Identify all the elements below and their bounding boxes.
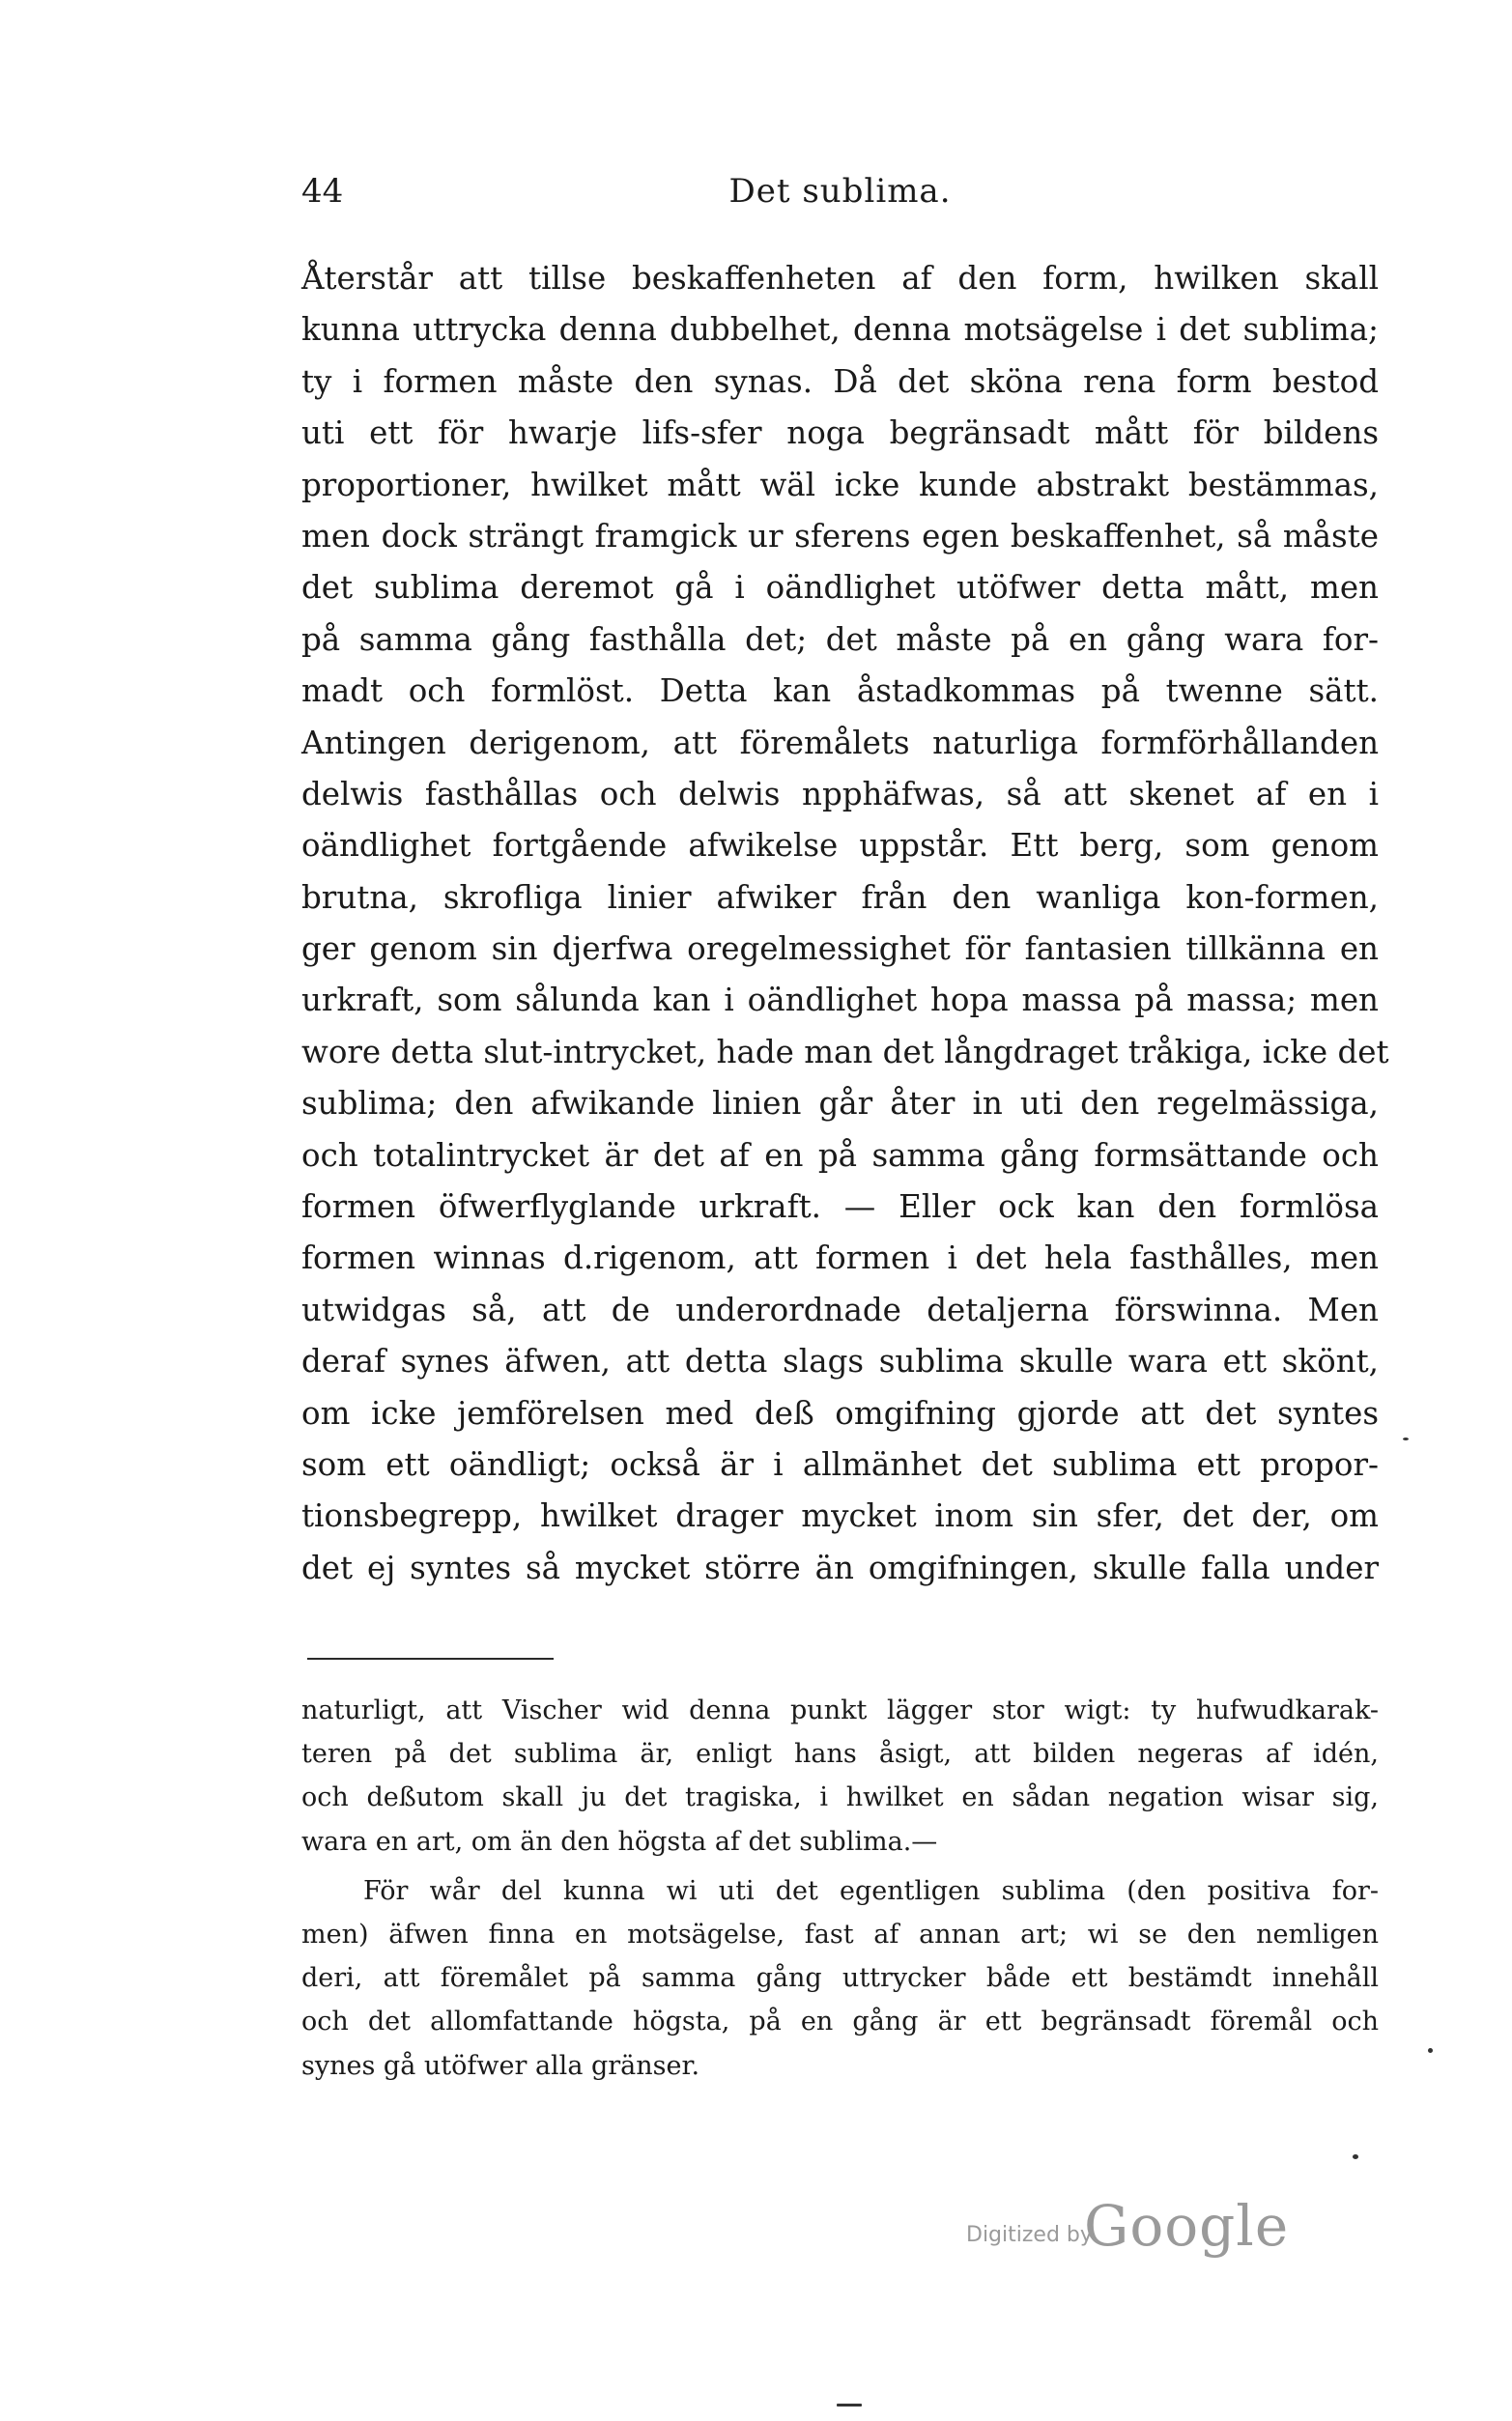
- running-head: Det sublima.: [728, 172, 952, 211]
- body-line: och totalintrycket är det af en på samma gång formsättande och: [301, 1136, 1379, 1174]
- scan-speck: [1428, 2048, 1433, 2053]
- footnote-line: deri, att föremålet på samma gång uttrycker både ett bestämdt innehåll: [301, 1963, 1379, 1994]
- footnote-line: synes gå utöfwer alla gränser.: [301, 2050, 700, 2081]
- digitized-watermark: [956, 2181, 1290, 2259]
- body-line: uti ett för hwarje lifs-sfer noga begränsadt mått för bildens: [301, 414, 1379, 452]
- body-line: det sublima deremot gå i oändlighet utöfwer detta mått, men: [301, 569, 1379, 607]
- body-line: det ej syntes så mycket större än omgifningen, skulle falla under: [301, 1549, 1379, 1586]
- body-line: om icke jemförelsen med deß omgifning gjorde att det syntes: [301, 1394, 1379, 1432]
- google-logo: Google: [1084, 2193, 1290, 2259]
- body-line: Återstår att tillse beskaffenheten af den form, hwilken skall: [301, 260, 1379, 297]
- scan-speck: [1353, 2154, 1358, 2159]
- body-line: sublima; den afwikande linien går åter in uti den regelmässiga,: [301, 1085, 1379, 1123]
- footnote-divider: [307, 1658, 554, 1660]
- footnote-line: men) äfwen finna en motsägelse, fast af annan art; wi se den nemligen: [301, 1919, 1379, 1950]
- body-line: men dock strängt framgick ur sferens egen beskaffenhet, så måste: [301, 517, 1379, 555]
- body-line: som ett oändligt; också är i allmänhet det sublima ett propor-: [301, 1445, 1379, 1483]
- body-line: ty i formen måste den synas. Då det sköna rena form bestod: [301, 362, 1379, 400]
- body-text: [301, 253, 1389, 1594]
- body-line: brutna, skrofliga linier afwiker från den wanliga kon-formen,: [301, 878, 1379, 916]
- body-line: ger genom sin djerfwa oregelmessighet för fantasien tillkänna en: [301, 930, 1379, 968]
- footnotes: [301, 1689, 1379, 2088]
- body-line: wore detta slut-intrycket, hade man det långdraget tråkiga, icke det: [301, 1033, 1389, 1070]
- page-header: [301, 172, 1379, 230]
- body-line: proportioner, hwilket mått wäl icke kunde abstrakt bestämmas,: [301, 466, 1379, 503]
- body-line: deraf synes äfwen, att detta slags sublima skulle wara ett skönt,: [301, 1343, 1379, 1381]
- body-line: kunna uttrycka denna dubbelhet, denna motsägelse i det sublima;: [301, 311, 1379, 349]
- footnote-line: teren på det sublima är, enligt hans åsigt, att bilden negeras af idén,: [301, 1739, 1379, 1770]
- page-number: 44: [301, 172, 344, 211]
- body-line: oändlighet fortgående afwikelse uppstår. Ett berg, som genom: [301, 827, 1379, 865]
- footnote-line: och deßutom skall ju det tragiska, i hwilket en sådan negation wisar sig,: [301, 1782, 1379, 1813]
- watermark-prefix: Digitized by: [966, 2223, 1093, 2247]
- body-line: Antingen derigenom, att föremålets naturliga formförhållanden: [301, 724, 1379, 761]
- body-line: formen öfwerflyglande urkraft. — Eller ock kan den formlösa: [301, 1188, 1379, 1226]
- footnote-line: För wår del kunna wi uti det egentligen sublima (den positiva for-: [363, 1875, 1379, 1906]
- footnote-line: och det allomfattande högsta, på en gång är ett begränsadt föremål och: [301, 2007, 1379, 2037]
- scan-speck: [837, 2404, 862, 2407]
- body-line: formen winnas d.rigenom, att formen i det hela fasthålles, men: [301, 1239, 1379, 1277]
- body-line: madt och formlöst. Detta kan åstadkommas på twenne sätt.: [301, 672, 1379, 710]
- footnote-line: wara en art, om än den högsta af det sublima.—: [301, 1826, 938, 1857]
- scan-speck: [1403, 1438, 1409, 1440]
- footnote-line: naturligt, att Vischer wid denna punkt lägger stor wigt: ty hufwudkarak-: [301, 1695, 1379, 1725]
- body-line: utwidgas så, att de underordnade detaljerna förswinna. Men: [301, 1291, 1379, 1328]
- body-line: delwis fasthållas och delwis npphäfwas, så att skenet af en i: [301, 775, 1379, 812]
- body-line: urkraft, som sålunda kan i oändlighet hopa massa på massa; men: [301, 982, 1379, 1019]
- body-line: tionsbegrepp, hwilket drager mycket inom sin sfer, det der, om: [301, 1497, 1379, 1535]
- body-line: på samma gång fasthålla det; det måste på en gång wara for-: [301, 620, 1379, 658]
